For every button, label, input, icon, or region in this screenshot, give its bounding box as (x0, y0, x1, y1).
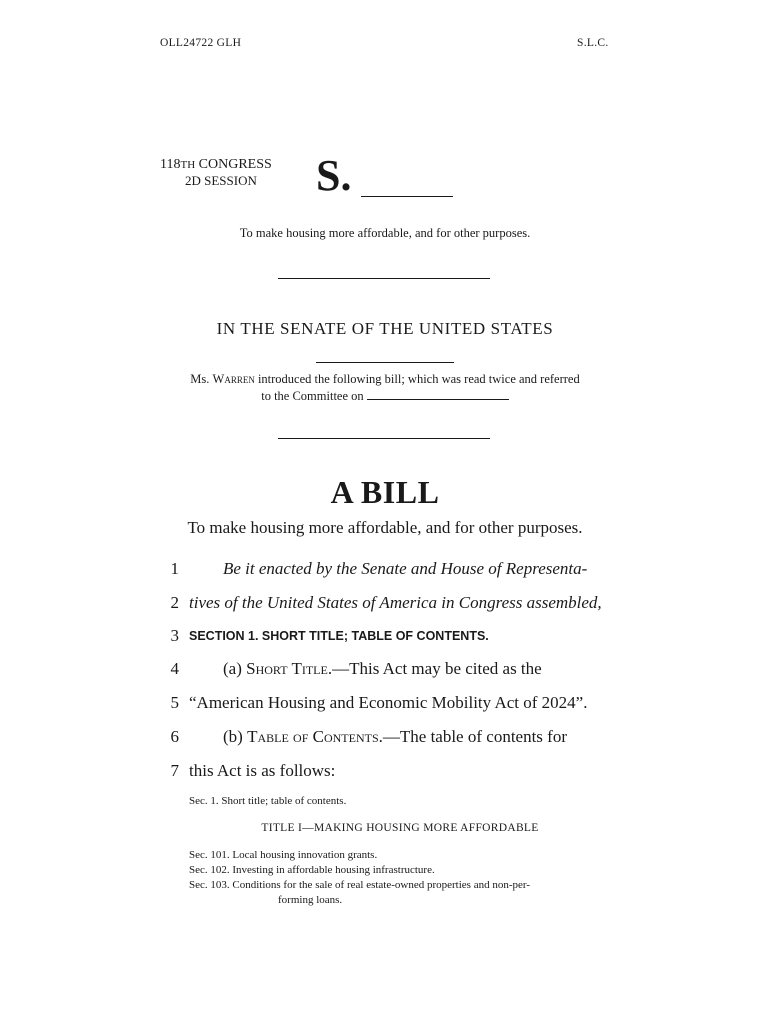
line-text: (b) Table of Contents.—The table of contents for (223, 727, 567, 746)
line-text: “American Housing and Economic Mobility Act of 2024”. (189, 693, 588, 712)
subsection-heading: Table of Contents (247, 727, 379, 746)
toc-entry (189, 864, 435, 876)
toc-section-number: Sec. 103. (189, 879, 230, 891)
toc-section-title: Conditions for the sale of real estate-owned properties and non-per- (232, 879, 530, 891)
line-number: 7 (170, 761, 179, 780)
sponsor-name: Warren (212, 372, 255, 386)
toc-entry (189, 879, 530, 891)
line-number: 4 (170, 659, 179, 678)
section-heading: SECTION 1. SHORT TITLE; TABLE OF CONTENTS. (189, 629, 489, 643)
toc-title-heading: TITLE I—MAKING HOUSING MORE AFFORDABLE (261, 822, 539, 834)
toc-entry: Sec. 1. Short title; table of contents. (189, 795, 347, 807)
toc-entry-continuation: forming loans. (278, 894, 343, 906)
line-text: Be it enacted by the Senate and House of Representa- (223, 559, 588, 578)
toc-section-title: Investing in affordable housing infrastructure. (232, 864, 435, 876)
toc-section-number: Sec. 101. (189, 849, 230, 861)
bill-heading: A BILL (330, 474, 440, 510)
divider-rule (278, 438, 490, 439)
purpose-short: To make housing more affordable, and for other purposes. (239, 226, 531, 240)
divider-rule (278, 278, 490, 279)
line-text: (a) Short Title.—This Act may be cited as the (223, 659, 542, 678)
line-number: 6 (170, 727, 179, 746)
congress-suffix: TH (180, 159, 196, 171)
line-number: 1 (170, 559, 179, 578)
line-text: this Act is as follows: (189, 761, 336, 780)
toc-section-title: Local housing innovation grants. (232, 849, 378, 861)
chamber-heading: IN THE SENATE OF THE UNITED STATES (216, 319, 554, 338)
line-number: 3 (170, 626, 179, 645)
divider-thin-rule (316, 362, 454, 363)
toc-section-number: Sec. 102. (189, 864, 230, 876)
line-text: tives of the United States of America in Congress assembled, (189, 593, 602, 612)
document-id: OLL24722 GLH (160, 37, 242, 49)
committee-blank (367, 390, 509, 400)
committee-label: to the Committee on (261, 389, 364, 403)
congress-word: CONGRESS (198, 157, 272, 172)
congress-label (160, 157, 272, 173)
session-label: 2D SESSION (185, 173, 257, 188)
bill-prefix: S. (316, 151, 352, 200)
toc-entry (189, 849, 377, 861)
introduction-line-1 (0, 372, 770, 387)
bill-number-blank (361, 196, 453, 197)
purpose-main: To make housing more affordable, and for other purposes. (187, 518, 583, 537)
sponsor-prefix: Ms. (190, 372, 210, 386)
congress-number: 118 (160, 157, 181, 172)
line-number: 5 (170, 693, 179, 712)
introduction-text: introduced the following bill; which was read twice and referred (257, 372, 580, 386)
subsection-heading: Short Title (246, 659, 328, 678)
line-number: 2 (170, 593, 179, 612)
introduction-line-2 (0, 389, 770, 404)
office-code: S.L.C. (577, 37, 609, 49)
